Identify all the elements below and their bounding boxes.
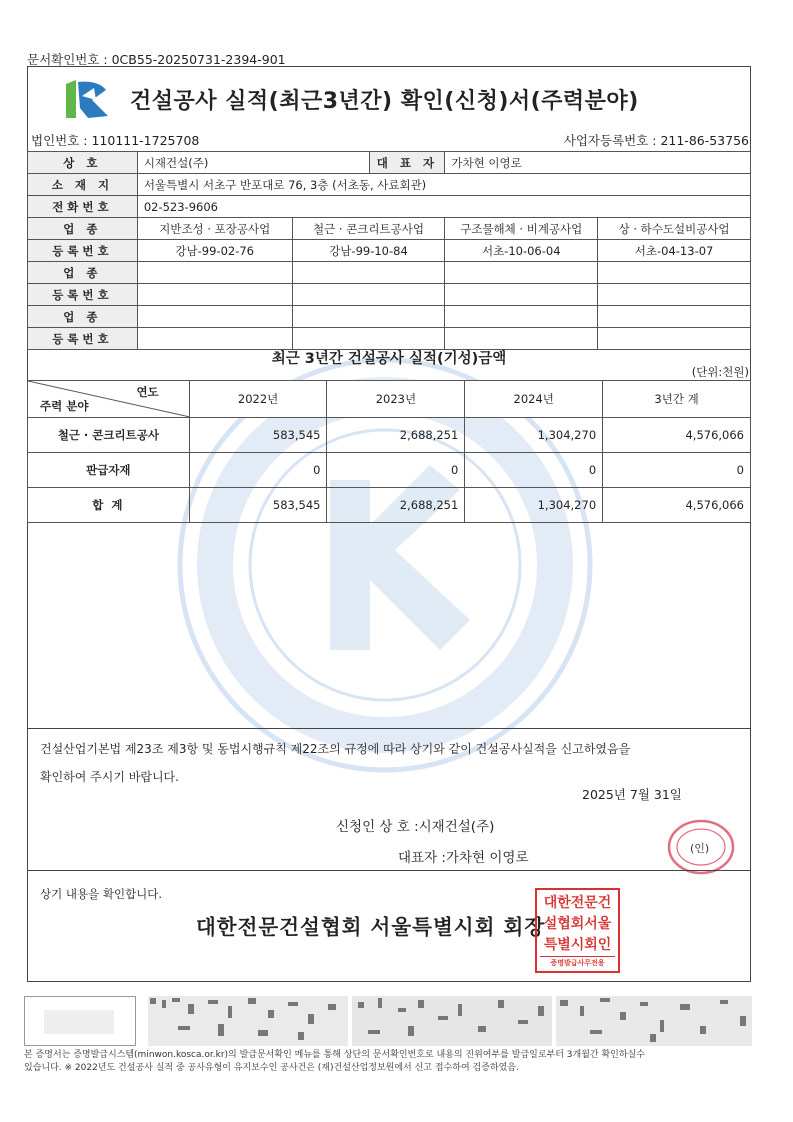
- reg-label-3: 등록번호: [28, 328, 138, 350]
- corner-header: [28, 381, 190, 418]
- business-label-3: 업 종: [28, 306, 138, 328]
- business-type: 구조물해체 · 비계공사업: [445, 218, 598, 240]
- business-label: 업 종: [28, 218, 138, 240]
- year-header: 2024년: [465, 381, 603, 418]
- cell-value: 1,304,270: [465, 418, 603, 453]
- reg-label-2: 등록번호: [28, 284, 138, 306]
- footer-note: [24, 1049, 772, 1075]
- cell-value: 4,576,066: [603, 418, 751, 453]
- applicant-ceo: 대표자 :가차현 이영로: [398, 850, 529, 866]
- company-seal: [666, 818, 736, 876]
- cell-value: 1,304,270: [465, 488, 603, 523]
- row-label: 철근 · 콘크리트공사: [28, 418, 190, 453]
- confirmation-text: 상기 내용을 확인합니다.: [40, 887, 163, 901]
- unit-label: (단위:천원): [691, 365, 749, 379]
- document-number: 문서확인번호 : 0CB55-20250731-2394-901: [27, 52, 286, 67]
- phone-label: 전화번호: [28, 196, 138, 218]
- barcode-1: [148, 996, 348, 1046]
- declaration-line-2: 확인하여 주시기 바랍니다.: [40, 770, 179, 784]
- footer-line-1: 본 증명서는 증명발급시스템(minwon.kosca.or.kr)의 발급문서확인 메뉴를 통해 상단의 문서확인번호로 내용의 진위여부를 발급일로부터 3개월간 확인하실수: [24, 1050, 645, 1060]
- cell-value: 0: [189, 453, 327, 488]
- performance-table: [27, 380, 751, 523]
- cell-value: 4,576,066: [603, 488, 751, 523]
- cell-value: 0: [327, 453, 465, 488]
- corp-number: 법인번호 : 110111-1725708: [31, 133, 200, 148]
- seal-mark: (인): [690, 842, 710, 855]
- seal-text-line: 특별시회인: [543, 937, 612, 953]
- barcode-2: [352, 996, 552, 1046]
- table-row: [28, 453, 751, 488]
- kosca-logo: [60, 78, 112, 120]
- reg-number: 강남-99-10-84: [292, 240, 445, 262]
- business-type: 지반조성 · 포장공사업: [137, 218, 292, 240]
- year-header: 2023년: [327, 381, 465, 418]
- association-seal: [535, 888, 620, 973]
- applicant-company: 신청인 상 호 :시재건설(주): [336, 819, 495, 835]
- business-number: 사업자등록번호 : 211-86-53756: [563, 133, 749, 148]
- address-value: 서울특별시 서초구 반포대로 76, 3층 (서초동, 사료회관): [137, 174, 750, 196]
- footer-line-2: 있습니다. ※ 2022년도 건설공사 실적 중 공사유형이 유지보수인 공사건은 (재)건설산업정보원에서 신고 접수하여 검증하였음.: [24, 1063, 519, 1073]
- business-type: 상 · 하수도설비공사업: [598, 218, 751, 240]
- application-date: 2025년 7월 31일: [582, 787, 682, 802]
- ceo-value: 가차현 이영로: [445, 152, 751, 174]
- reg-label: 등록번호: [28, 240, 138, 262]
- company-value: 시재건설(주): [137, 152, 370, 174]
- kosca-emblem-box: [24, 996, 136, 1046]
- cell-value: 0: [603, 453, 751, 488]
- corner-year-label: 연도: [136, 385, 159, 399]
- business-label-2: 업 종: [28, 262, 138, 284]
- reg-number: 서초-04-13-07: [598, 240, 751, 262]
- year-header: 2022년: [189, 381, 327, 418]
- association-name: 대한전문건설협회 서울특별시회 회장: [196, 915, 546, 939]
- confirm-divider: [27, 870, 751, 871]
- seal-bottom-text: 증명발급사무전용: [540, 956, 615, 969]
- barcode-3: [556, 996, 752, 1046]
- reg-number: 강남-99-02-76: [137, 240, 292, 262]
- table-row: [28, 488, 751, 523]
- declaration: [40, 735, 740, 791]
- seal-text-line: 대한전문건: [543, 895, 612, 911]
- cell-value: 0: [465, 453, 603, 488]
- ceo-label: 대 표 자: [370, 152, 445, 174]
- address-label: 소 재 지: [28, 174, 138, 196]
- cell-value: 2,688,251: [327, 418, 465, 453]
- declaration-line-1: 건설산업기본법 제23조 제3항 및 동법시행규칙 제22조의 규정에 따라 상기와 같이 건설공사실적을 신고하였음을: [40, 742, 631, 756]
- phone-value: 02-523-9606: [137, 196, 750, 218]
- seal-text-line: 설협회서울: [543, 916, 612, 932]
- company-info-table: [27, 151, 751, 350]
- business-type: 철근 · 콘크리트공사업: [292, 218, 445, 240]
- company-label: 상 호: [28, 152, 138, 174]
- performance-title: 최근 3년간 건설공사 실적(기성)금액: [271, 351, 507, 367]
- table-row: [28, 418, 751, 453]
- cell-value: 583,545: [189, 418, 327, 453]
- reg-number: 서초-10-06-04: [445, 240, 598, 262]
- row-label: 판급자재: [28, 453, 190, 488]
- corner-field-label: 주력 분야: [40, 399, 89, 413]
- section-divider: [27, 728, 751, 729]
- cell-value: 2,688,251: [327, 488, 465, 523]
- total-header: 3년간 계: [603, 381, 751, 418]
- cell-value: 583,545: [189, 488, 327, 523]
- row-label: 합 계: [28, 488, 190, 523]
- page-title: 건설공사 실적(최근3년간) 확인(신청)서(주력분야): [130, 89, 639, 114]
